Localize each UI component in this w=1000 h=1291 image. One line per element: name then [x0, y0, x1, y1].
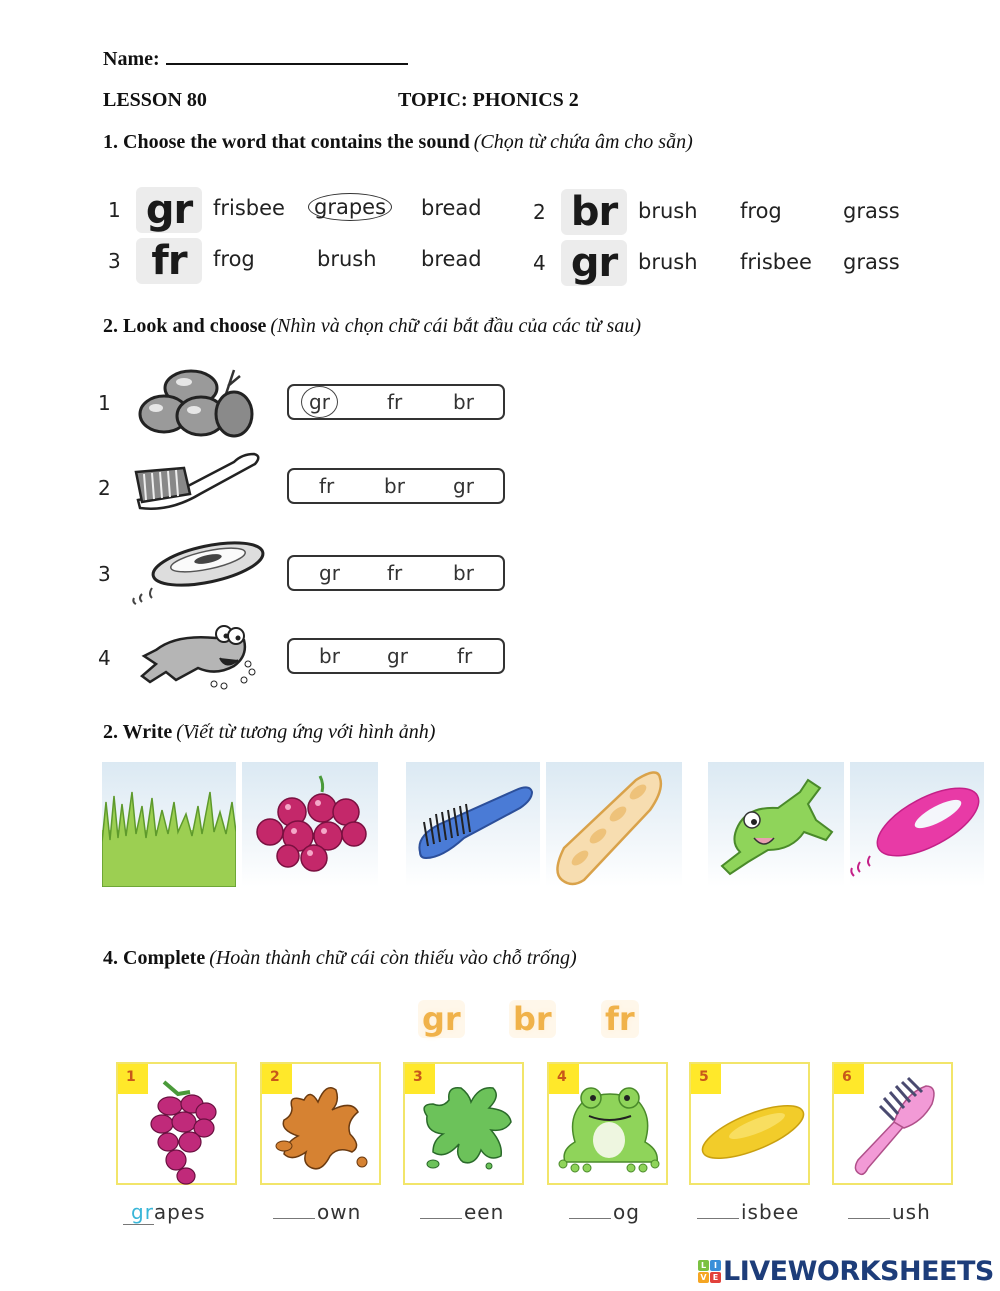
section1-heading — [103, 131, 693, 154]
word-suffix: og — [613, 1200, 640, 1224]
hairbrush-icon — [406, 762, 540, 887]
choice-option[interactable]: br — [384, 474, 405, 498]
section2-title: 2. Look and choose — [103, 315, 267, 337]
word-option[interactable]: grass — [843, 199, 900, 223]
section2-heading — [103, 315, 641, 338]
word-suffix: ush — [892, 1200, 931, 1224]
name-input-line[interactable] — [166, 47, 408, 65]
grapes-picture — [242, 762, 378, 887]
bread-icon — [546, 762, 682, 887]
section1-item-1 — [108, 188, 202, 232]
card-number: 5 — [691, 1064, 721, 1094]
section4-title: 4. Complete — [103, 947, 206, 969]
item-number: 2 — [533, 200, 546, 224]
word-option[interactable]: frog — [740, 199, 782, 223]
choice-option[interactable]: fr — [387, 390, 403, 414]
answer-input[interactable] — [569, 1203, 611, 1219]
item-number: 1 — [98, 391, 111, 415]
item-number: 2 — [98, 476, 111, 500]
word-option[interactable]: grass — [843, 250, 900, 274]
card-number: 3 — [405, 1064, 435, 1094]
section4-subtitle: (Hoàn thành chữ cái còn thiếu vào chỗ trống) — [209, 947, 577, 969]
answer-input[interactable] — [848, 1203, 890, 1219]
choice-option[interactable]: gr — [319, 561, 340, 585]
frisbee-bw-icon — [130, 540, 268, 608]
sound-box: fr — [136, 238, 202, 284]
word-suffix: isbee — [741, 1200, 800, 1224]
item-number: 3 — [98, 562, 111, 586]
section1-subtitle: (Chọn từ chứa âm cho sẵn) — [473, 131, 693, 153]
frisbee-pink-icon — [850, 762, 984, 887]
word-option[interactable]: brush — [638, 250, 698, 274]
hint-sound: fr — [601, 1000, 639, 1038]
logo-letter: L — [698, 1260, 709, 1271]
card-number: 6 — [834, 1064, 864, 1094]
answer-line-2 — [273, 1200, 361, 1224]
word-option[interactable]: bread — [421, 196, 482, 220]
word-option[interactable]: brush — [638, 199, 698, 223]
item-number: 3 — [108, 249, 121, 273]
picture-card-1 — [116, 1062, 237, 1185]
logo-letter: I — [710, 1260, 721, 1271]
choice-box-4 — [287, 638, 505, 674]
section1-item-4 — [533, 241, 627, 285]
word-option[interactable]: frisbee — [213, 196, 285, 220]
section1-item-2 — [533, 190, 627, 234]
word-suffix: een — [464, 1200, 505, 1224]
answer-line-4 — [569, 1200, 640, 1224]
name-label: Name: — [103, 48, 160, 70]
frog-bw-icon — [136, 620, 260, 692]
grapes-bw-icon — [136, 366, 258, 438]
word-suffix: own — [317, 1200, 362, 1224]
answer-line-6 — [848, 1200, 931, 1224]
grapes-color-icon — [242, 762, 378, 887]
choice-option[interactable]: br — [319, 644, 340, 668]
card-number: 4 — [549, 1064, 579, 1094]
answer-input[interactable] — [420, 1203, 462, 1219]
section3-title: 2. Write — [103, 721, 173, 743]
section1-item-3 — [108, 239, 202, 283]
name-row — [103, 47, 408, 71]
word-option-circled[interactable]: grapes — [308, 193, 392, 221]
word-option[interactable]: bread — [421, 247, 482, 271]
frisbee-picture — [850, 762, 984, 887]
answer-line-5 — [697, 1200, 799, 1224]
word-option[interactable]: frisbee — [740, 250, 812, 274]
item-number: 4 — [533, 251, 546, 275]
card-number: 2 — [262, 1064, 292, 1094]
choice-option[interactable]: gr — [453, 474, 474, 498]
choice-box-2 — [287, 468, 505, 504]
section2-subtitle: (Nhìn và chọn chữ cái bắt đầu của các từ sau) — [270, 315, 641, 337]
bread-picture — [546, 762, 682, 887]
picture-card-5 — [689, 1062, 810, 1185]
choice-option[interactable]: fr — [387, 561, 403, 585]
sound-box: gr — [136, 187, 202, 233]
choice-option[interactable]: fr — [457, 644, 473, 668]
grass-icon — [102, 762, 236, 887]
sound-box: gr — [561, 240, 627, 286]
choice-box-1 — [287, 384, 505, 420]
choice-option[interactable]: gr — [387, 644, 408, 668]
section4-heading — [103, 947, 577, 970]
liveworksheets-logo[interactable] — [698, 1256, 994, 1287]
logo-text: LIVEWORKSHEETS — [723, 1256, 994, 1287]
picture-card-6 — [832, 1062, 953, 1185]
word-option[interactable]: frog — [213, 247, 255, 271]
sound-box: br — [561, 189, 627, 235]
word-option[interactable]: brush — [317, 247, 377, 271]
answer-line-1 — [123, 1200, 206, 1224]
word-suffix: apes — [153, 1200, 206, 1224]
item-number: 1 — [108, 198, 121, 222]
item-number: 4 — [98, 646, 111, 670]
logo-letter: E — [710, 1272, 721, 1283]
answer-input[interactable] — [273, 1203, 315, 1219]
choice-box-3 — [287, 555, 505, 591]
toothbrush-bw-icon — [130, 450, 265, 516]
choice-option[interactable]: br — [453, 561, 474, 585]
hint-sound: gr — [418, 1000, 465, 1038]
hairbrush-picture — [406, 762, 540, 887]
card-number: 1 — [118, 1064, 148, 1094]
topic-label: TOPIC: PHONICS 2 — [398, 89, 579, 111]
picture-card-2 — [260, 1062, 381, 1185]
answer-line-3 — [420, 1200, 504, 1224]
choice-option[interactable]: fr — [319, 474, 335, 498]
answer-input[interactable] — [697, 1203, 739, 1219]
section3-heading — [103, 721, 435, 744]
choice-option[interactable]: br — [453, 390, 474, 414]
hint-sound: br — [509, 1000, 556, 1038]
section1-title: 1. Choose the word that contains the sound — [103, 131, 470, 153]
picture-card-3 — [403, 1062, 524, 1185]
answer-input-filled[interactable]: gr — [123, 1200, 154, 1225]
section3-subtitle: (Viết từ tương ứng với hình ảnh) — [176, 721, 436, 743]
live-logo-icon — [698, 1260, 721, 1283]
grass-picture — [102, 762, 236, 887]
logo-letter: V — [698, 1272, 709, 1283]
choice-option-circled[interactable]: gr — [301, 386, 338, 418]
frog-picture — [708, 762, 844, 887]
picture-card-4 — [547, 1062, 668, 1185]
frog-jumping-icon — [708, 762, 844, 887]
lesson-label: LESSON 80 — [103, 89, 207, 111]
